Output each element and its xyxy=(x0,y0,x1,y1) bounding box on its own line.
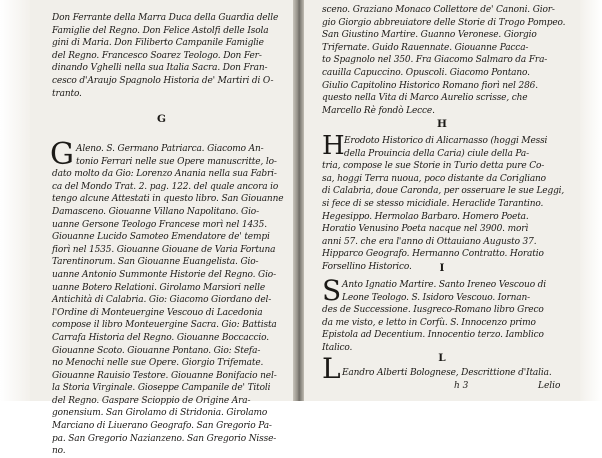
text-line: Damasceno. Giouanne Villano Napolitano. Gio- xyxy=(52,206,259,217)
left-section-g-paragraph xyxy=(52,143,283,458)
left-page xyxy=(30,0,293,457)
drop-cap-s: S xyxy=(322,274,342,307)
text-line: gonensium. San Girolamo di Stridonia. Girolamo xyxy=(52,408,268,419)
text-line: uanne Gersone Teologo Francese morì nel 1435. xyxy=(52,219,267,230)
text-line: no. xyxy=(52,446,66,457)
signature-mark: h 3 xyxy=(454,381,469,391)
right-page xyxy=(304,0,580,401)
text-line: Giouanne Scoto. Giouanne Pontano. Gio: Stefa- xyxy=(52,345,261,356)
text-line: sa, hoggi Terra nuoua, poco distante da Corigliano xyxy=(322,173,546,184)
text-line: Hipparco Geografo. Hermanno Contratto. Horatio xyxy=(322,249,544,260)
text-line: tria, compose le sue Storie in Turio detta pure Co- xyxy=(322,161,545,172)
text-line: dato molto da Gio: Lorenzo Anania nella sua Fabri- xyxy=(52,169,277,180)
text-line: della Prouincia della Caria) ciule della Pa- xyxy=(344,148,530,159)
text-line: anni 57. che era l'anno di Ottauiano Augusto 37. xyxy=(322,236,537,247)
section-heading-g: G xyxy=(157,113,166,125)
text-line: Anto Ignatio Martire. Santo Ireneo Vescouo di xyxy=(342,280,547,290)
text-line: Famiglie del Regno. Don Felice Astolfi delle Isola xyxy=(52,25,269,36)
text-line: Leone Teologo. S. Isidoro Vescouo. Iornan- xyxy=(342,292,531,303)
text-line: la Storia Virginale. Gioseppe Campanile de' Titoli xyxy=(52,383,271,394)
section-heading-h: H xyxy=(437,118,447,130)
text-line: l'Ordine di Monteuergine Vescouo di Lacedonia xyxy=(52,307,263,318)
text-line: si fece di se stesso micidiale. Heraclide Tarantino. xyxy=(322,198,544,209)
text-line: ca del Mondo Trat. 2. pag. 122. del quale ancora io xyxy=(52,181,279,192)
text-line: Don Ferrante della Marra Duca della Guardia delle xyxy=(52,13,279,23)
text-line: di Calabria, doue Caronda, per osseruare le sue Leggi, xyxy=(322,186,565,197)
text-line: tranto. xyxy=(52,88,82,99)
text-line: tengo alcune Attestati in questo libro. San Giouanne xyxy=(52,194,284,205)
right-top-paragraph xyxy=(322,4,565,117)
text-line: del Regno. Francesco Soarez Teologo. Don Fer- xyxy=(52,50,262,61)
drop-cap-l: L xyxy=(322,352,341,385)
left-margin-shadow xyxy=(0,0,30,401)
text-line: Hegesippo. Hermolao Barbaro. Homero Poeta. xyxy=(322,211,529,222)
drop-cap-h: H xyxy=(322,131,345,161)
right-section-h-paragraph xyxy=(322,131,565,274)
text-line: Eandro Alberti Bolognese, Descrittione d'Italia. xyxy=(342,368,552,378)
text-line: des de Successione. Iusgreco-Romano libro Greco xyxy=(322,305,544,316)
text-line: Forsellino Historico. xyxy=(322,261,412,272)
text-line: Italico. xyxy=(322,342,353,353)
text-line: Trifernate. Guido Rauennate. Giouanne Pacca- xyxy=(322,42,529,53)
text-line: pa. San Gregorio Nazianzeno. San Gregorio Nisse- xyxy=(52,433,277,444)
text-line: Marciano di Liuerano Geografo. San Gregorio Pa- xyxy=(52,421,272,432)
text-line: del Regno. Gaspare Scioppio de Origine Ara- xyxy=(52,395,251,406)
text-line: da me visto, e letto in Corfù. S. Innocenzo primo xyxy=(322,317,536,328)
text-line: Antichità di Calabria. Gio: Giacomo Giordano del- xyxy=(52,295,272,306)
text-line: no Menochi nelle sue Opere. Giorgio Trifemate. xyxy=(52,358,264,369)
text-line: Giulio Capitolino Historico Romano fiorì nel 286. xyxy=(322,80,538,91)
text-line: Giouanne Lucido Samoteo Emendatore de' tempi xyxy=(52,232,270,243)
text-line: cesco d'Araujo Spagnolo Historia de' Martiri di O- xyxy=(52,75,274,86)
text-line: Erodoto Historico di Alicarnasso (hoggi Messi xyxy=(344,136,548,146)
text-line: Epistola ad Decentium. Innocentio terzo. Iamblico xyxy=(322,330,544,341)
text-line: gio Giorgio abbreuiatore delle Storie di Trogo Pompeo. xyxy=(322,17,566,28)
text-line: uanne Antonio Summonte Historie del Regno. Gio- xyxy=(52,269,276,280)
text-line: tonio Ferrari nelle sue Opere manuscritte, lo- xyxy=(76,156,277,167)
right-section-l-paragraph xyxy=(322,367,552,380)
text-line: dinando Vghelli nella sua Italia Sacra. Don Fran- xyxy=(52,63,268,74)
section-heading-i: I xyxy=(439,262,445,274)
right-margin-shadow xyxy=(580,0,602,401)
drop-cap-g: G xyxy=(50,137,74,172)
text-line: Marcello Rè fondò Lecce. xyxy=(322,105,435,116)
section-heading-l: L xyxy=(438,352,446,364)
text-line: fiorì nel 1535. Giouanne Giouane de Varia Fortuna xyxy=(52,244,276,255)
text-line: Horatio Venusino Poeta nacque nel 3900. morì xyxy=(322,224,529,235)
text-line: Carrafa Historia del Regno. Giouanne Boccaccio. xyxy=(52,332,269,343)
catchword: Lelio xyxy=(538,381,561,391)
text-line: Tarentinorum. San Giouanne Euangelista. Gio- xyxy=(52,257,259,268)
text-line: to Spagnolo nel 350. Fra Giacomo Salmaro da Fra- xyxy=(322,55,548,66)
text-line: sceno. Graziano Monaco Collettore de' Canoni. Gior- xyxy=(322,5,555,15)
book-gutter xyxy=(293,0,304,401)
right-section-i-paragraph xyxy=(322,274,547,355)
text-line: gini di Maria. Don Filiberto Campanile Famiglie xyxy=(52,38,264,49)
text-line: uanne Botero Relationi. Girolamo Marsiori nelle xyxy=(52,282,265,293)
text-line: questo nella Vita di Marco Aurelio scrisse, che xyxy=(322,93,528,104)
text-line: San Giustino Martire. Guanno Veronese. Giorgio xyxy=(322,30,537,41)
text-line: cauilla Capuccino. Opuscoli. Giacomo Pontano. xyxy=(322,67,530,78)
text-line: Giouanne Rauisio Testore. Giouanne Bonifacio nel- xyxy=(52,370,277,381)
text-line: Aleno. S. Germano Patriarca. Giacomo An- xyxy=(76,144,264,154)
left-top-paragraph xyxy=(52,12,278,100)
text-line: compose il libro Monteuergine Sacra. Gio: Battista xyxy=(52,320,277,331)
